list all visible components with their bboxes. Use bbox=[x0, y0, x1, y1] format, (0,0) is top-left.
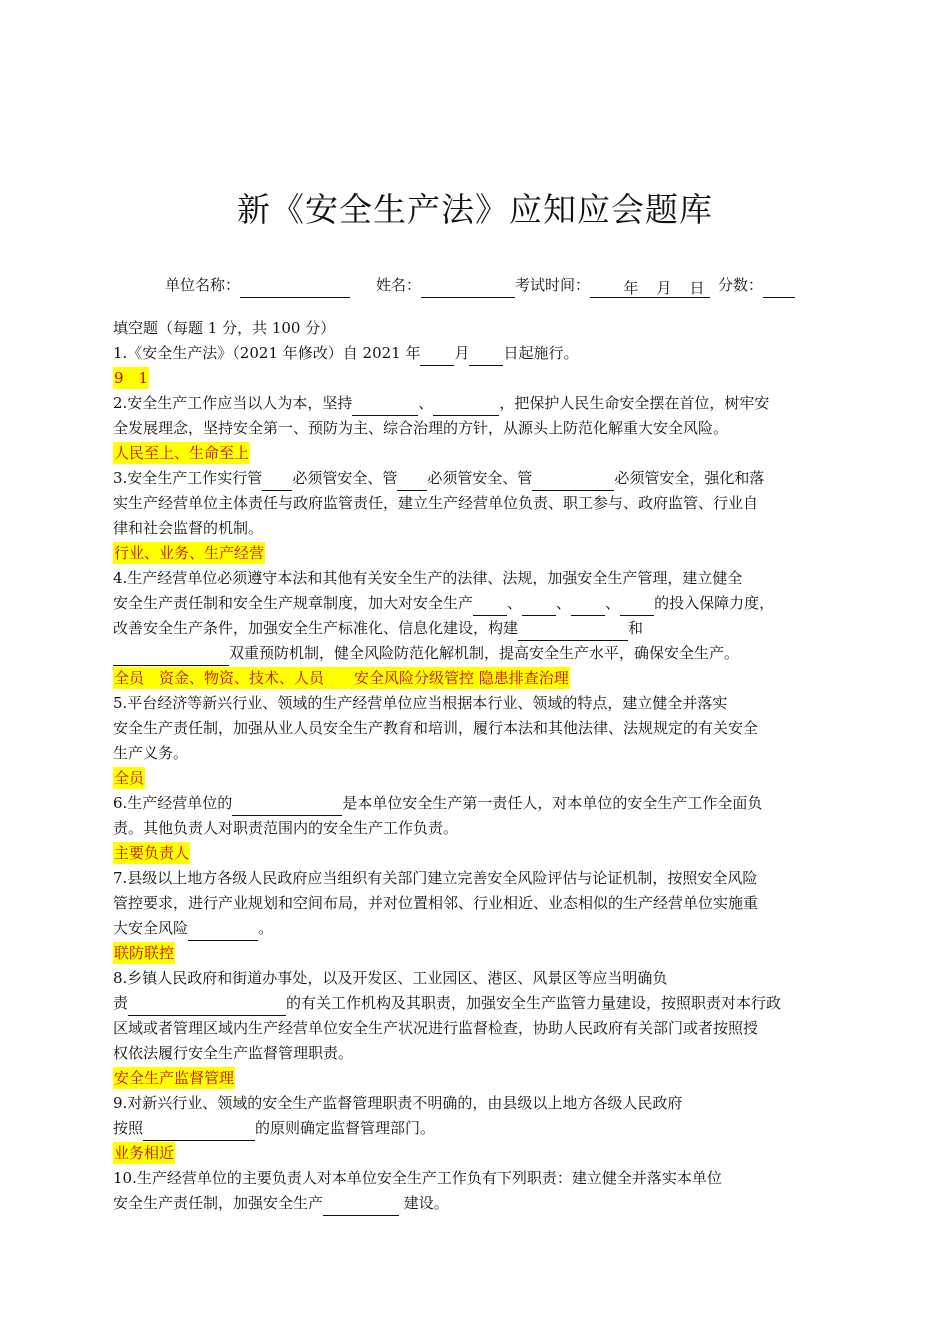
q6-text: 6.生产经营单位的 bbox=[113, 794, 233, 812]
answer-row bbox=[113, 541, 839, 566]
q4-text: 、 bbox=[605, 594, 621, 612]
q10-line bbox=[113, 1191, 839, 1216]
page-title: 新《安全生产法》应知应会题库 bbox=[237, 190, 713, 229]
q10-text: 建设。 bbox=[399, 1194, 449, 1212]
q2-blank-2[interactable] bbox=[433, 396, 499, 416]
q6-blank-1[interactable] bbox=[232, 796, 342, 816]
q3-text: 必须管安全、管 bbox=[427, 469, 533, 487]
question-8: 8.乡镇人民政府和街道办事处，以及开发区、工业园区、港区、风景区等应当明确负 bbox=[113, 969, 668, 987]
q4-blank-5[interactable] bbox=[518, 621, 628, 641]
day-label: 日 bbox=[689, 279, 705, 297]
q4-line bbox=[113, 591, 839, 616]
name-label: 姓名： bbox=[376, 276, 422, 294]
question-10: 10.生产经营单位的主要负责人对本单位安全生产工作负有下列职责：建立健全并落实本单位 bbox=[113, 1169, 722, 1187]
question-4: 4.生产经营单位必须遵守本法和其他有关安全生产的法律、法规，加强安全生产管理，建立健全 bbox=[113, 569, 743, 587]
q9-text: 的原则确定监督管理部门。 bbox=[255, 1119, 436, 1137]
q4-text: 、 bbox=[556, 594, 572, 612]
q10-blank-1[interactable] bbox=[323, 1196, 399, 1216]
q3-text: 必须管安全，强化和落 bbox=[614, 469, 765, 487]
q9-line bbox=[113, 1116, 839, 1141]
q9-text: 按照 bbox=[113, 1119, 144, 1137]
q6-answer: 主要负责人 bbox=[114, 844, 190, 862]
exam-header bbox=[165, 272, 795, 298]
q4-blank-1[interactable] bbox=[473, 596, 507, 616]
score-label: 分数： bbox=[718, 276, 764, 294]
month-label: 月 bbox=[656, 279, 672, 297]
q2-text: 、 bbox=[418, 394, 434, 412]
q7-text: 大安全风险 bbox=[113, 919, 189, 937]
q4-text: 安全生产责任制和安全生产规章制度，加大对安全生产 bbox=[113, 594, 474, 612]
answer-row bbox=[113, 841, 839, 866]
q4-answer: 全员 资金、物资、技术、人员 安全风险分级管控 隐患排查治理 bbox=[114, 669, 569, 687]
q4-line bbox=[113, 641, 839, 666]
q3-text: 必须管安全、管 bbox=[292, 469, 398, 487]
q7-text: 。 bbox=[258, 919, 274, 937]
q1-text: 日起施行。 bbox=[503, 344, 579, 362]
q8-blank-1[interactable] bbox=[128, 996, 286, 1016]
q4-line bbox=[113, 616, 839, 641]
q4-blank-6[interactable] bbox=[113, 646, 229, 666]
q5-answer: 全员 bbox=[114, 769, 145, 787]
q3-blank-1[interactable] bbox=[262, 471, 292, 491]
q4-text: 的投入保障力度， bbox=[654, 594, 775, 612]
q2-answer: 人民至上、生命至上 bbox=[114, 444, 250, 462]
name-blank[interactable] bbox=[421, 275, 515, 298]
q3-text: 3.安全生产工作实行管 bbox=[113, 469, 263, 487]
q3-line: 律和社会监督的机制。 bbox=[113, 519, 264, 537]
q6-line: 责。其他负责人对职责范围内的安全生产工作负责。 bbox=[113, 819, 459, 837]
q9-blank-1[interactable] bbox=[143, 1121, 255, 1141]
q8-text: 责 bbox=[113, 994, 129, 1012]
q7-line bbox=[113, 916, 839, 941]
q7-blank-1[interactable] bbox=[188, 921, 258, 941]
q3-line: 实生产经营单位主体责任与政府监管责任，建立生产经营单位负责、职工参与、政府监管、行业自 bbox=[113, 494, 759, 512]
q1-answer: 9 1 bbox=[114, 369, 149, 387]
question-3 bbox=[113, 466, 839, 491]
q7-answer: 联防联控 bbox=[114, 944, 175, 962]
q3-blank-3[interactable] bbox=[532, 471, 614, 491]
q4-blank-3[interactable] bbox=[571, 596, 605, 616]
time-blank[interactable] bbox=[590, 275, 710, 298]
q3-blank-2[interactable] bbox=[397, 471, 427, 491]
answer-row bbox=[113, 941, 839, 966]
q8-line: 权依法履行安全生产监督管理职责。 bbox=[113, 1044, 354, 1062]
question-5: 5.平台经济等新兴行业、领域的生产经营单位应当根据本行业、领域的特点，建立健全并落实 bbox=[113, 694, 728, 712]
section-title: 填空题（每题 1 分，共 100 分） bbox=[113, 319, 336, 337]
q4-text: 双重预防机制，健全风险防范化解机制，提高安全生产水平，确保安全生产。 bbox=[229, 644, 740, 662]
q1-text: 月 bbox=[454, 344, 470, 362]
q8-line bbox=[113, 991, 839, 1016]
q2-blank-1[interactable] bbox=[352, 396, 418, 416]
q2-text: ，把保护人民生命安全摆在首位，树牢安 bbox=[499, 394, 770, 412]
q2-text: 2.安全生产工作应当以人为本，坚持 bbox=[113, 394, 353, 412]
q4-text: 、 bbox=[507, 594, 523, 612]
q8-answer: 安全生产监督管理 bbox=[114, 1069, 235, 1087]
question-1 bbox=[113, 341, 839, 366]
answer-row bbox=[113, 1141, 839, 1166]
year-label: 年 bbox=[623, 279, 639, 297]
question-7: 7.县级以上地方各级人民政府应当组织有关部门建立完善安全风险评估与论证机制，按照安全风险 bbox=[113, 869, 758, 887]
q8-line: 区域或者管理区域内生产经营单位安全生产状况进行监督检查，协助人民政府有关部门或者按照授 bbox=[113, 1019, 759, 1037]
q1-blank-2[interactable] bbox=[469, 346, 503, 366]
answer-row bbox=[113, 366, 839, 391]
question-6 bbox=[113, 791, 839, 816]
question-9: 9.对新兴行业、领域的安全生产监督管理职责不明确的，由县级以上地方各级人民政府 bbox=[113, 1094, 683, 1112]
q5-line: 生产义务。 bbox=[113, 744, 189, 762]
q2-line: 全发展理念，坚持安全第一、预防为主、综合治理的方针，从源头上防范化解重大安全风险。 bbox=[113, 419, 729, 437]
q3-answer: 行业、业务、生产经营 bbox=[114, 544, 265, 562]
q4-text: 和 bbox=[628, 619, 644, 637]
score-blank[interactable] bbox=[763, 275, 795, 298]
q5-line: 安全生产责任制，加强从业人员安全生产教育和培训，履行本法和其他法律、法规规定的有关安全 bbox=[113, 719, 759, 737]
q1-text: 1.《安全生产法》（2021 年修改）自 2021 年 bbox=[113, 344, 421, 362]
q4-text: 改善安全生产条件，加强安全生产标准化、信息化建设，构建 bbox=[113, 619, 519, 637]
unit-label: 单位名称： bbox=[165, 276, 241, 294]
q10-text: 安全生产责任制，加强安全生产 bbox=[113, 1194, 324, 1212]
answer-row bbox=[113, 766, 839, 791]
q7-line: 管控要求，进行产业规划和空间布局，并对位置相邻、行业相近、业态相似的生产经营单位实施重 bbox=[113, 894, 759, 912]
question-list bbox=[113, 316, 839, 1216]
q4-blank-4[interactable] bbox=[620, 596, 654, 616]
answer-row bbox=[113, 1066, 839, 1091]
answer-row bbox=[113, 666, 839, 691]
answer-row bbox=[113, 441, 839, 466]
q9-answer: 业务相近 bbox=[114, 1144, 175, 1162]
q8-text: 的有关工作机构及其职责，加强安全生产监管力量建设，按照职责对本行政 bbox=[286, 994, 782, 1012]
unit-blank[interactable] bbox=[240, 275, 350, 298]
q6-text: 是本单位安全生产第一责任人，对本单位的安全生产工作全面负 bbox=[342, 794, 763, 812]
q4-blank-2[interactable] bbox=[522, 596, 556, 616]
time-label: 考试时间： bbox=[515, 276, 591, 294]
question-2 bbox=[113, 391, 839, 416]
q1-blank-1[interactable] bbox=[420, 346, 454, 366]
